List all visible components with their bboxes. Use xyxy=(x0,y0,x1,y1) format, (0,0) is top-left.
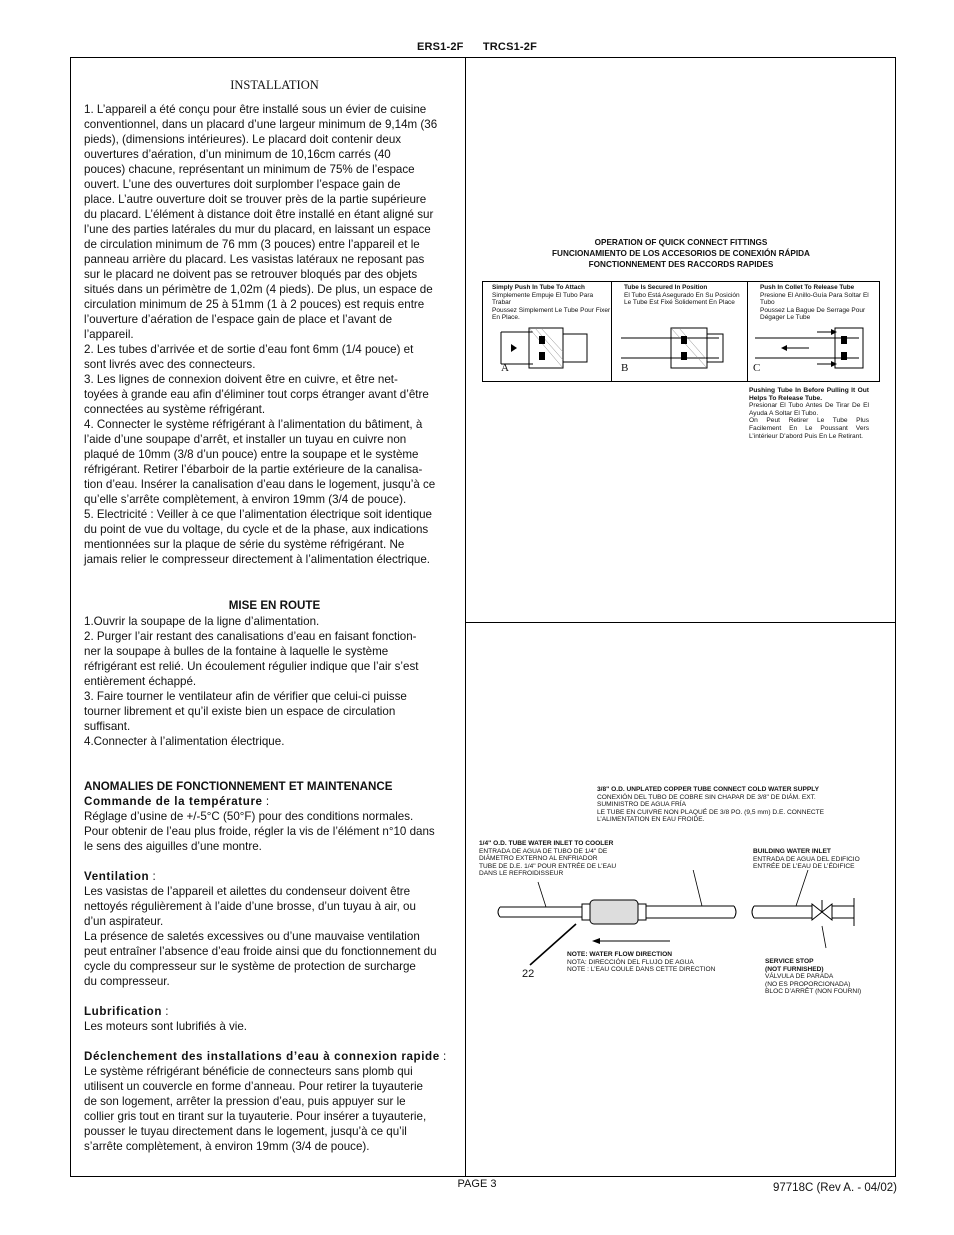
text-line: La présence de saletés excessives ou d’une mauvaise ventilation xyxy=(84,930,420,943)
text-line: de circulation minimum de 76 mm (3 pouces) entre l’appareil et le xyxy=(84,238,420,251)
ventilation-text xyxy=(84,884,465,989)
text-line: tourner librement et qu’il existe bien un espace de circulation xyxy=(84,705,396,718)
startup-section xyxy=(84,598,465,749)
text-line: cycle du compresseur sur le système de protection de surcharge xyxy=(84,960,416,973)
installation-title: INSTALLATION xyxy=(230,78,319,92)
text-line: pouces) chacune, représentant un minimum de 75% de l’espace xyxy=(84,163,415,176)
maintenance-section: ANOMALIES DE FONCTIONNEMENT ET MAINTENANCE Commande de la température : Réglage d’usine de +/-5°C (50°F) pour des conditions normales. Pour obtenir de l’eau plus froide, régler la vis de l’élément n°10 dans le sens des aiguilles d’une montre. Ventilation : Les vasistas de l’appareil et ailettes du condenseur doivent être nettoyés régulièrement à l’aide d’une brosse, d’un tuyau à air, ou d’un aspirateur. La présence de saletés excessives ou d’une mauvaise ventilation peut entraîner l’absence d’eau froide ainsi que du fonctionnement du cycle du compresseur sur le système de protection de surcharge du compresseur. Lubrification : Les moteurs sont lubrifiés à vie. Déclenchement des installations d’eau à connexion rapide : Le système réfrigérant bénéficie de connecteurs sans plomb qui utilisent un couvercle en forme d’anneau. Pour retirer la tuyauterie de son logement, arrêter la pression d’eau, puis appuyer sur le collier gris tout en tirant sur la tuyauterie. Pour insérer a tuyauterie, pousser le tuyau directement dans le logement, jusqu’à ce qu’il s’arrête complètement, à environ 19mm (3/4 de pouce). xyxy=(84,779,465,1154)
quick-connect-figure xyxy=(482,281,880,382)
ventilation-heading: Ventilation xyxy=(84,870,150,883)
text-line: situés dans un périmètre de 1,02m (4 pieds). De plus, un espace de xyxy=(84,283,433,296)
text-line: l’appareil. xyxy=(84,328,134,341)
text-line: jamais relier le compresseur directement à l’alimentation électrique. xyxy=(84,553,431,566)
text-line: nettoyés régulièrement à l’aide d’une brosse, d’un tuyau à air, ou xyxy=(84,900,416,913)
text-line: réfrigérant. Retirer l’ébarboir de la partie extérieure de la canalisa- xyxy=(84,463,423,476)
text-line: Pour obtenir de l’eau plus froide, régler la vis de l’élément n°10 dans xyxy=(84,825,435,838)
text-line: peut entraîner l’absence d’eau froide ainsi que du fonctionnement du xyxy=(84,945,437,958)
text-line: 4. Connecter le système réfrigérant à l’alimentation du bâtiment, à xyxy=(84,418,423,431)
text-line: s’arrête complètement, à environ 19mm (3/4 de pouce). xyxy=(84,1140,370,1153)
text-line: Réglage d’usine de +/-5°C (50°F) pour des conditions normales. xyxy=(84,810,414,823)
installation-section xyxy=(84,78,465,567)
installation-text xyxy=(84,102,465,567)
text-line: sur le placard ne doivent pas se retrouver bloqués par des objets xyxy=(84,268,418,281)
text-line: conventionnel, dans un placard d’une largeur minimum de 9,14m (36 xyxy=(84,118,438,131)
service-stop-note: SERVICE STOP (NOT FURNISHED) VÁLVULA DE PARADA (NO ES PROPORCIONADA) BLOC D’ARRÊT (NON FOURNI) xyxy=(765,958,862,996)
panel-b-label: B xyxy=(621,362,629,374)
text-line: toyées à grande eau afin d’éliminer tout corps étranger avant d’être xyxy=(84,388,429,401)
startup-text xyxy=(84,614,465,749)
supply-tube-note: 3/8" O.D. UNPLATED COPPER TUBE CONNECT COLD WATER SUPPLY CONEXIÓN DEL TUBO DE COBRE SIN CHAPAR DE 3/8" DE DIÁM. EXT. SUMINISTRO DE AGUA FRÍA LE TUBE EN CUIVRE NON PLAQUÉ DE 3/8 PO. (9,5 mm) D.E. CONNECTE L’ALIMENTATION EN EAU FROIDE. xyxy=(597,786,825,824)
panel-a-label: A xyxy=(501,362,509,374)
text-line: Le système réfrigérant bénéficie de connecteurs sans plomb qui xyxy=(84,1065,413,1078)
text-line: connectées au système réfrigérant. xyxy=(84,403,266,416)
text-line: du compresseur. xyxy=(84,975,170,988)
panel-b: Tube Is Secured In Position El Tubo Está Asegurado En Su Posición Le Tube Est Fixé Solidement En Place B xyxy=(611,282,748,381)
text-line: 5. Electricité : Veiller à ce que l’alimentation électrique soit identique xyxy=(84,508,433,521)
part-number-callout: 22 xyxy=(522,968,535,980)
text-line: 3. Les lignes de connexion doivent être en cuivre, et être net- xyxy=(84,373,398,386)
text-line: d’un aspirateur. xyxy=(84,915,164,928)
text-line: du placard. L’élément à distance doit être installé en étant aligné sur xyxy=(84,208,434,221)
text-line: suffisant. xyxy=(84,720,131,733)
text-line: ouvertures d’aération, d’un minimum de 10,16cm carrés (40 xyxy=(84,148,391,161)
text-line: réfrigérant est relié. Un écoulement régulier indique que l’air s’est xyxy=(84,660,419,673)
lubrication-heading: Lubrification xyxy=(84,1005,163,1018)
model-number-2: TRCS1-2F xyxy=(482,41,538,53)
text-line: ner la soupape à bulles de la fontaine à laquelle le système xyxy=(84,645,389,658)
text-line: du point de vue du voltage, du cycle et de la phase, aux indications xyxy=(84,523,429,536)
figure-divider xyxy=(466,622,896,623)
text-line: circulation minimum de 25 à 51mm (1 à 2 pouces) est requis entre xyxy=(84,298,425,311)
panel-a: Simply Push In Tube To Attach Simplemente Empuje El Tubo Para Trabar Poussez Simplement Le Tube Pour Fixer En Place. A xyxy=(483,282,612,381)
maintenance-title: ANOMALIES DE FONCTIONNEMENT ET MAINTENANCE xyxy=(84,780,393,793)
text-line: tion d’eau. Insérer la canalisation d’eau dans le logement, jusqu’à ce xyxy=(84,478,436,491)
text-line: Les vasistas de l’appareil et ailettes du condenseur doivent être xyxy=(84,885,411,898)
fitting-b-illustration xyxy=(611,322,747,382)
quick-connect-figure-title: OPERATION OF QUICK CONNECT FITTINGS FUNCIONAMIENTO DE LOS ACCESORIOS DE CONEXIÓN RÁPIDA FONCTIONNEMENT DES RACCORDS RAPIDES xyxy=(552,238,810,269)
cooler-inlet-note: 1/4" O.D. TUBE WATER INLET TO COOLER ENTRADA DE AGUA DE TUBO DE 1/4" DE DIÁMETRO EXTERNO AL ENFRIADOR TUBE DE D.E. 1/4" POUR ENTRÉE DE L’EAU DANS LE REFROIDISSEUR xyxy=(479,840,617,878)
startup-title: MISE EN ROUTE xyxy=(228,599,321,612)
page-header xyxy=(0,41,954,53)
page-number: PAGE 3 xyxy=(457,1178,497,1190)
text-line: mentionnées sur la plaque de série du système réfrigérant. Ne xyxy=(84,538,405,551)
text-line: 1. L’appareil a été conçu pour être installé sous un évier de cuisine xyxy=(84,103,427,116)
text-line: l’ouverture d’aération de l’espace gain de place et l’avant de xyxy=(84,313,393,326)
text-line: place. L’autre ouverture doit se trouver près de la partie supérieure xyxy=(84,193,427,206)
text-line: pieds), (dimensions intérieures). Le placard doit contenir deux xyxy=(84,133,402,146)
panel-c-label: C xyxy=(753,362,761,374)
column-divider xyxy=(465,57,466,1177)
document-revision: 97718C (Rev A. - 04/02) xyxy=(772,1182,897,1194)
text-line: l’une des parties latérales du mur du placard, en laissant un espace xyxy=(84,223,431,236)
text-line: entièrement échappé. xyxy=(84,675,197,688)
fitting-c-illustration xyxy=(747,322,879,382)
text-line: panneau arrière du placard. Les vasistas latéraux ne reposant pas xyxy=(84,253,425,266)
text-line: plaqué de 10mm (3/8 d’un pouce) entre la soupape et le système xyxy=(84,448,419,461)
text-line: 2. Les tubes d’arrivée et de sortie d’eau font 6mm (1/4 pouce) et xyxy=(84,343,414,356)
quick-connect-heading: Déclenchement des installations d’eau à connexion rapide xyxy=(84,1050,440,1063)
text-line: 1.Ouvrir la soupape de la ligne d’alimentation. xyxy=(84,615,320,628)
text-line: qu’elle s’arrête complètement, à environ 19mm (3/4 de pouce). xyxy=(84,493,407,506)
release-note: Pushing Tube In Before Pulling It Out Helps To Release Tube. Presionar El Tubo Antes De Tirar De El Ayuda A Soltar El Tubo. On Peut Retirer Le Tube Plus Facilement En Le Poussant Vers L’intérieur D’abord Puis En Le Retirant. xyxy=(749,387,869,440)
text-line: pousser le tuyau directement dans le logement, jusqu’à ce qu’il xyxy=(84,1125,407,1138)
text-line: utilisent un couvercle en forme d’anneau. Pour retirer la tuyauterie xyxy=(84,1080,423,1093)
text-line: l’aide d’une soupape d’arrêt, et installer un tuyau en cuivre non xyxy=(84,433,407,446)
quick-connect-text xyxy=(84,1064,465,1154)
text-line: 3. Faire tourner le ventilateur afin de vérifier que celui-ci puisse xyxy=(84,690,407,703)
text-line: le sens des aiguilles d’une montre. xyxy=(84,840,262,853)
text-line: sont livrés avec des connecteurs. xyxy=(84,358,256,371)
flow-direction-note: NOTE: WATER FLOW DIRECTION NOTA: DIRECCIÓN DEL FLUJO DE AGUA NOTE : L’EAU COULE DANS CETTE DIRECTION xyxy=(567,951,716,974)
text-line: ouvert. L’une des ouvertures doit surplomber l’espace gain de xyxy=(84,178,401,191)
text-line: Les moteurs sont lubrifiés à vie. xyxy=(84,1020,248,1033)
temperature-heading: Commande de la température xyxy=(84,795,263,808)
text-line: 2. Purger l’air restant des canalisations d’eau en faisant fonction- xyxy=(84,630,417,643)
panel-c: Push In Collet To Release Tube Presione El Anillo-Guía Para Soltar El Tubo Poussez La Bague De Serrage Pour Dégager Le Tube C xyxy=(747,282,879,381)
building-inlet-note: BUILDING WATER INLET ENTRADA DE AGUA DEL EDIFICIO ENTRÉE DE L’EAU DE L’ÉDIFICE xyxy=(753,848,860,871)
text-line: de son logement, arrêter la pression d’eau, puis appuyer sur le xyxy=(84,1095,406,1108)
text-line: collier gris tout en tirant sur la tuyauterie. Pour insérer a tuyauterie, xyxy=(84,1110,427,1123)
lubrication-text xyxy=(84,1019,465,1034)
temperature-text xyxy=(84,809,465,854)
model-number-1: ERS1-2F xyxy=(416,41,464,53)
text-line: 4.Connecter à l’alimentation électrique. xyxy=(84,735,285,748)
